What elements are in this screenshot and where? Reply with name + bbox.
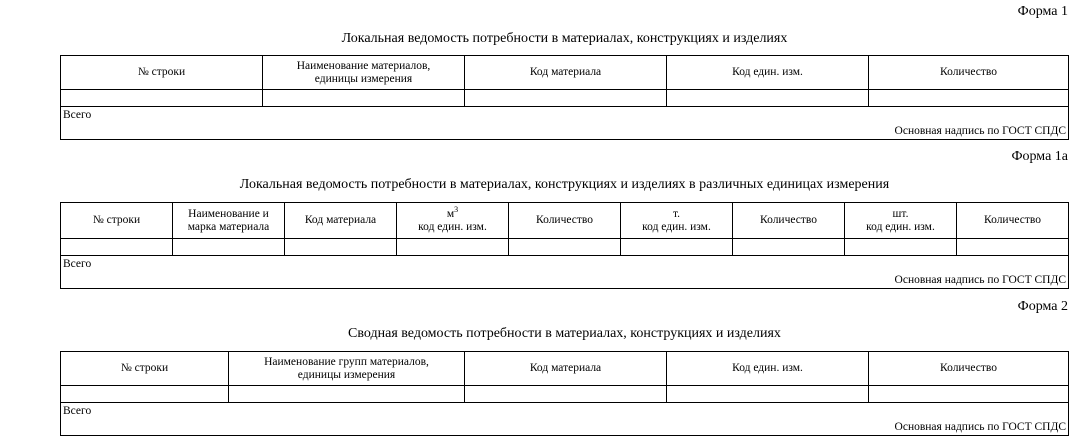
column-header-material-code: Код материала [465, 56, 667, 89]
form-2-title: Сводная ведомость потребности в материалах, конструкциях и изделиях [348, 326, 781, 341]
form-2-label: Форма 2 [1017, 299, 1068, 314]
form-1-label: Форма 1 [1017, 4, 1068, 19]
column-header-material-group-name: Наименование групп материалов, единицы измерения [229, 352, 465, 385]
column-header-unit-code: Код един. изм. [667, 352, 869, 385]
column-header-material-code: Код материала [465, 352, 667, 385]
table-row [61, 239, 1068, 256]
form-1a-table [60, 202, 1069, 289]
column-header-quantity: Количество [733, 203, 845, 238]
form-1-title: Локальная ведомость потребности в материалах, конструкциях и изделиях [341, 31, 788, 46]
column-header-unit-code: Код един. изм. [667, 56, 869, 89]
column-header-row-number: № строки [61, 203, 173, 238]
table-row [61, 386, 1068, 403]
column-header-material-name: Наименование материалов, единицы измерения [263, 56, 465, 89]
stamp-note: Основная надпись по ГОСТ СПДС [894, 125, 1066, 137]
column-header-material-code: Код материала [285, 203, 397, 238]
form-1-table [60, 55, 1069, 140]
column-header-row-number: № строки [61, 352, 229, 385]
form-1a-label: Форма 1а [1011, 149, 1068, 164]
column-header-row-number: № строки [61, 56, 263, 89]
total-section [61, 403, 1068, 435]
column-header-material-name: Наименование и марка материала [173, 203, 285, 238]
column-header-quantity: Количество [940, 66, 997, 78]
stamp-note: Основная надпись по ГОСТ СПДС [894, 274, 1066, 286]
column-header-piece-unit: шт. код един. изм. [845, 203, 957, 238]
table-row [61, 90, 1068, 107]
form-2-table [60, 351, 1069, 436]
column-header-ton-unit: т. код един. изм. [621, 203, 733, 238]
total-label: Всего [63, 109, 92, 121]
total-label: Всего [63, 405, 92, 417]
column-header-quantity: Количество [940, 362, 997, 374]
column-header-quantity: Количество [509, 203, 621, 238]
total-section [61, 107, 1068, 139]
stamp-note: Основная надпись по ГОСТ СПДС [894, 421, 1066, 433]
column-header-cubic-meter-unit: $м^3$ код един. изм. [397, 203, 509, 238]
form-1a-title: Локальная ведомость потребности в материалах, конструкциях и изделиях в различных единицах измерения [239, 177, 890, 192]
column-header-quantity: Количество [984, 214, 1041, 226]
total-section [61, 256, 1068, 288]
total-label: Всего [63, 258, 92, 270]
